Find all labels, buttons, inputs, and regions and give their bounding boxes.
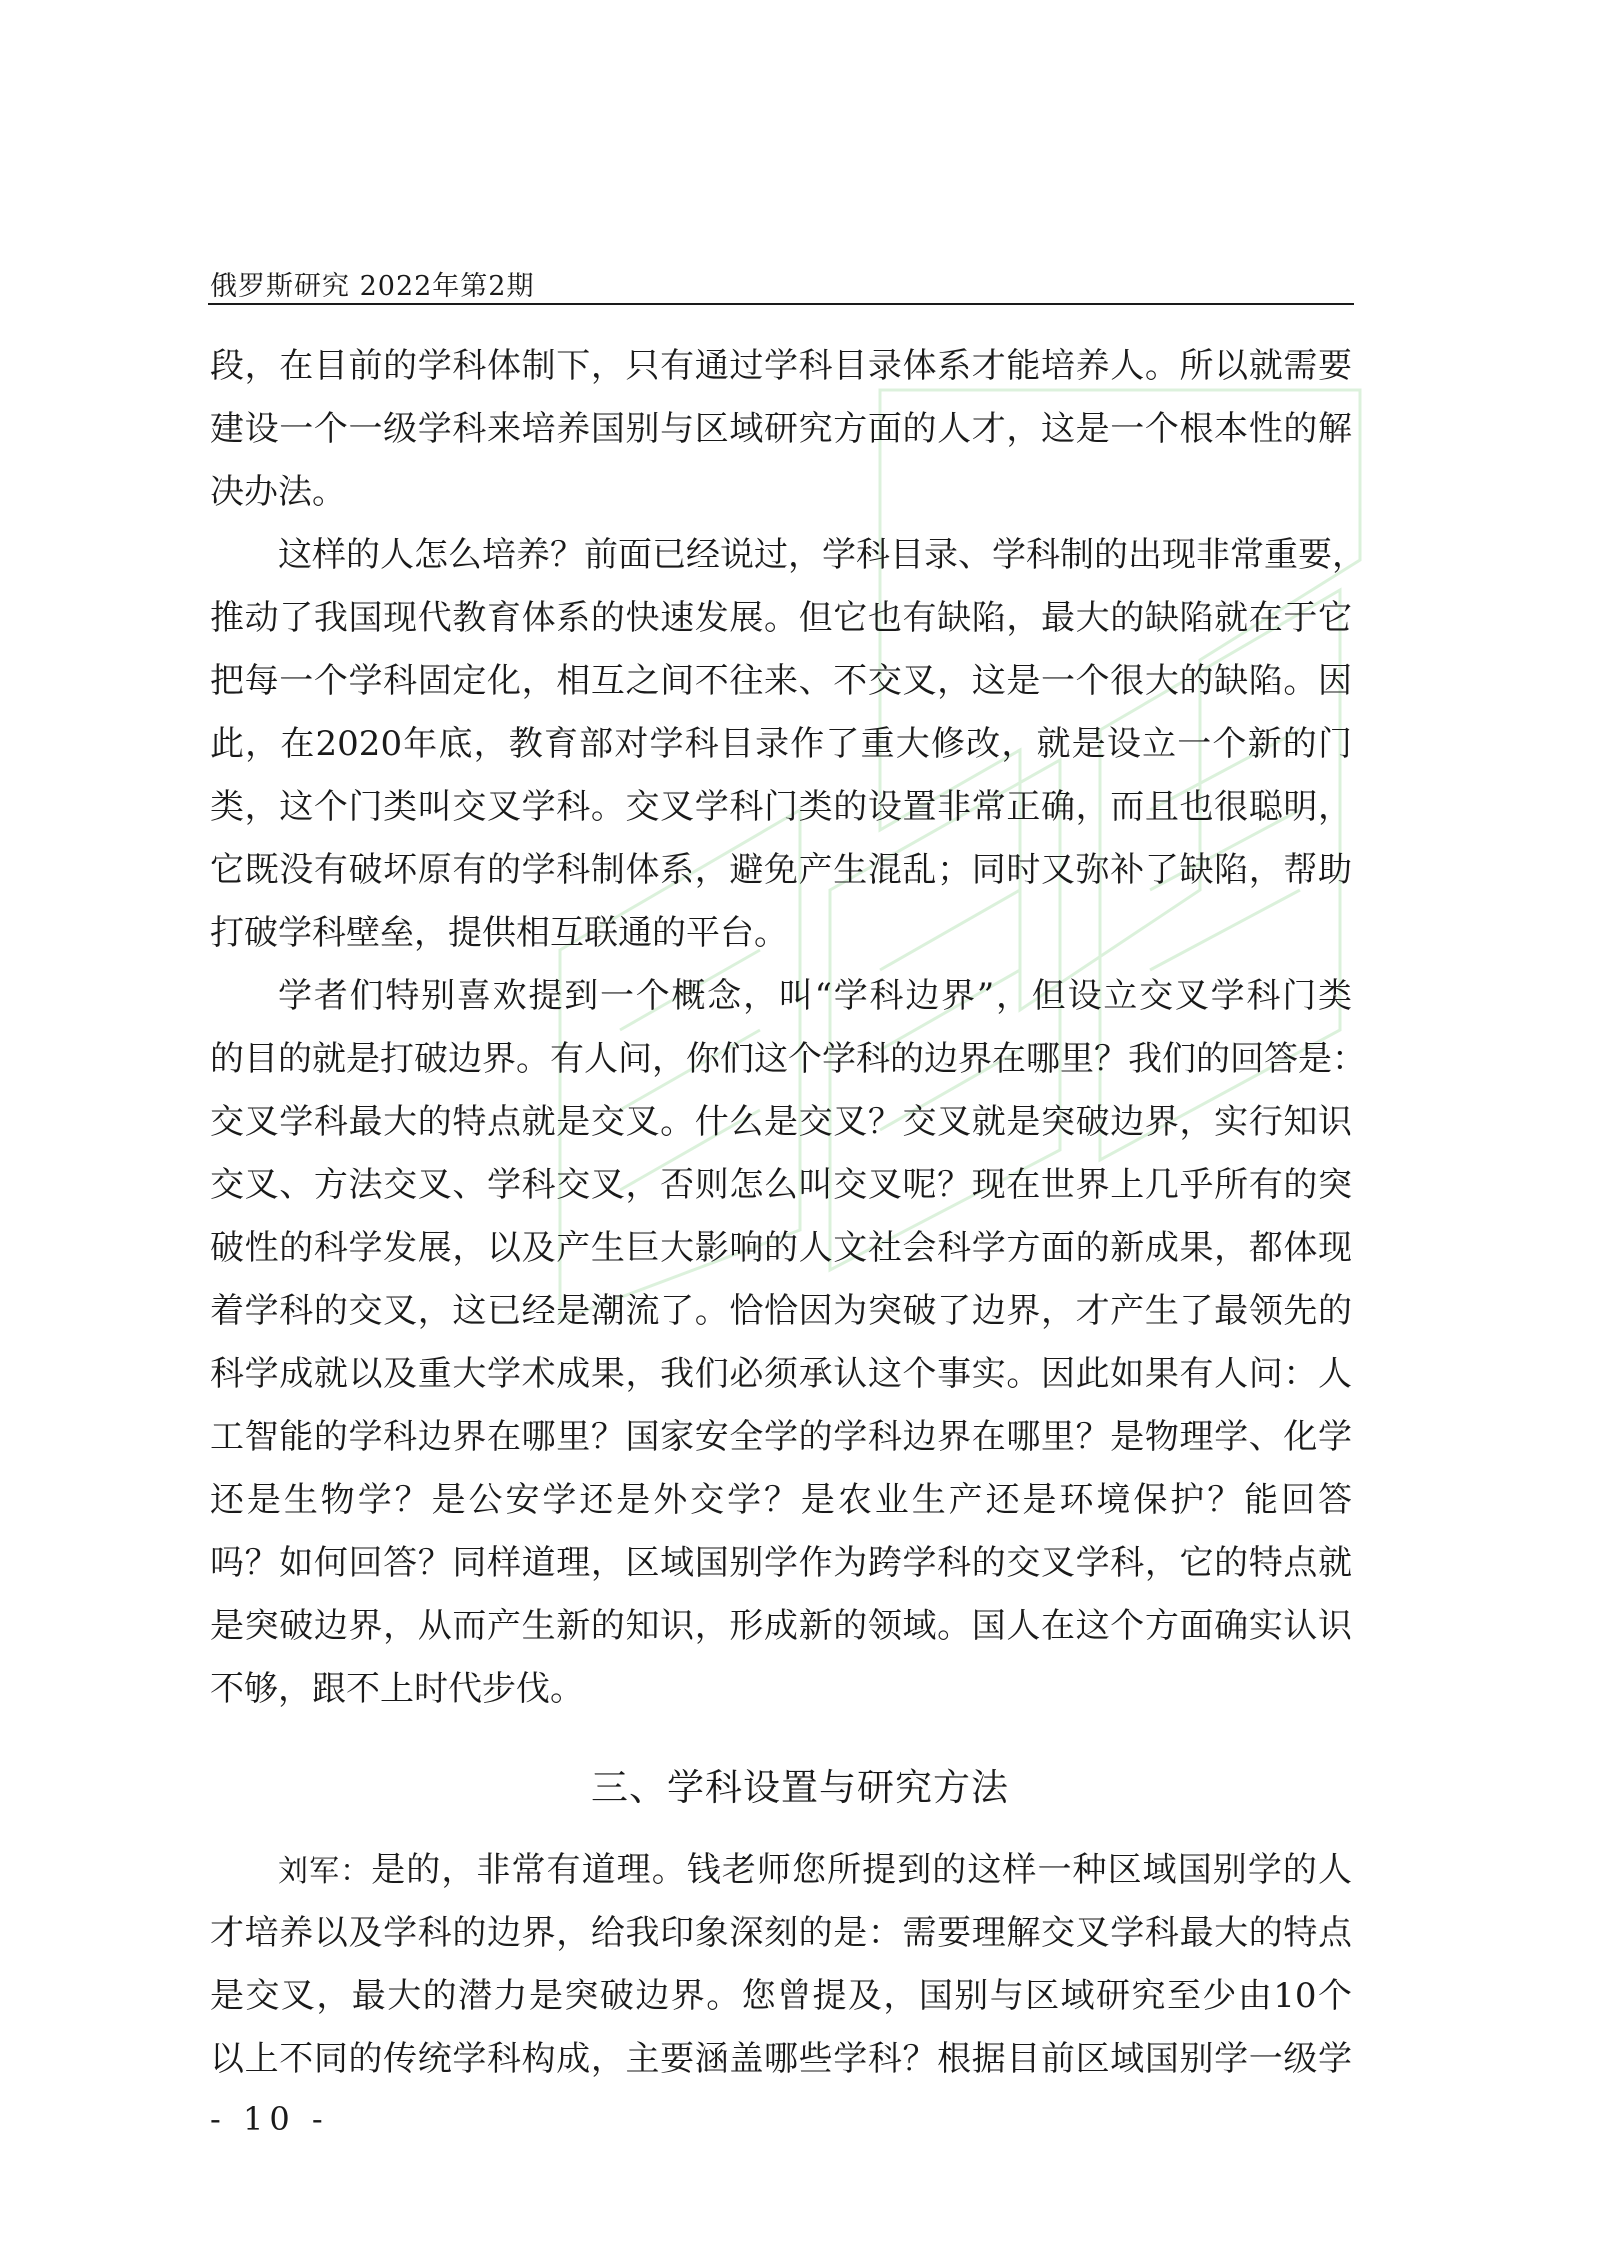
running-header: 俄罗斯研究 2022年第2期 <box>210 271 535 302</box>
text-line: 破性的科学发展，以及产生巨大影响的人文社会科学方面的新成果，都体现 <box>210 1228 1352 1268</box>
dialogue-text: 是的，非常有道理。钱老师您所提到的这样一种区域国别学的人 <box>371 1850 1353 1890</box>
text-line: 把每一个学科固定化，相互之间不往来、不交叉，这是一个很大的缺陷。因 <box>210 661 1352 701</box>
text-line: 类，这个门类叫交叉学科。交叉学科门类的设置非常正确，而且也很聪明， <box>210 787 1352 827</box>
text-line: 的目的就是打破边界。有人问，你们这个学科的边界在哪里？我们的回答是： <box>210 1039 1366 1079</box>
text-line: 才培养以及学科的边界，给我印象深刻的是：需要理解交叉学科最大的特点 <box>210 1913 1352 1953</box>
text-line: 这样的人怎么培养？前面已经说过，学科目录、学科制的出现非常重要， <box>278 535 1366 575</box>
dialogue-first-line <box>278 1847 1352 1893</box>
text-line: 以上不同的传统学科构成，主要涵盖哪些学科？根据目前区域国别学一级学 <box>210 2039 1352 2079</box>
text-line: 不够，跟不上时代步伐。 <box>210 1669 584 1709</box>
text-line: 建设一个一级学科来培养国别与区域研究方面的人才，这是一个根本性的解 <box>210 409 1352 449</box>
text-line: 推动了我国现代教育体系的快速发展。但它也有缺陷，最大的缺陷就在于它 <box>210 598 1352 638</box>
text-line: 它既没有破坏原有的学科制体系，避免产生混乱；同时又弥补了缺陷，帮助 <box>210 850 1352 890</box>
speaker-name: 刘军： <box>278 1854 372 1889</box>
text-line: 此，在2020年底，教育部对学科目录作了重大修改，就是设立一个新的门 <box>210 724 1352 764</box>
text-line: 决办法。 <box>210 472 346 512</box>
text-line: 是交叉，最大的潜力是突破边界。您曾提及，国别与区域研究至少由10个 <box>210 1976 1352 2016</box>
text-line: 是突破边界，从而产生新的知识，形成新的领域。国人在这个方面确实认识 <box>210 1606 1352 1646</box>
text-line: 学者们特别喜欢提到一个概念，叫“学科边界”，但设立交叉学科门类 <box>278 976 1352 1016</box>
text-line: 段，在目前的学科体制下，只有通过学科目录体系才能培养人。所以就需要 <box>210 346 1352 386</box>
section-heading: 三、学科设置与研究方法 <box>591 1766 1009 1809</box>
text-line: 打破学科壁垒，提供相互联通的平台。 <box>210 913 788 953</box>
text-line: 着学科的交叉，这已经是潮流了。恰恰因为突破了边界，才产生了最领先的 <box>210 1291 1352 1331</box>
text-line: 还是生物学？是公安学还是外交学？是农业生产还是环境保护？能回答 <box>210 1480 1352 1520</box>
header-rule <box>208 303 1354 305</box>
text-line: 吗？如何回答？同样道理，区域国别学作为跨学科的交叉学科，它的特点就 <box>210 1543 1352 1583</box>
text-line: 工智能的学科边界在哪里？国家安全学的学科边界在哪里？是物理学、化学 <box>210 1417 1352 1457</box>
page-number: - 10 - <box>210 2100 329 2138</box>
text-line: 科学成就以及重大学术成果，我们必须承认这个事实。因此如果有人问：人 <box>210 1354 1352 1394</box>
text-line: 交叉学科最大的特点就是交叉。什么是交叉？交叉就是突破边界，实行知识 <box>210 1102 1352 1142</box>
text-line: 交叉、方法交叉、学科交叉，否则怎么叫交叉呢？现在世界上几乎所有的突 <box>210 1165 1352 1205</box>
